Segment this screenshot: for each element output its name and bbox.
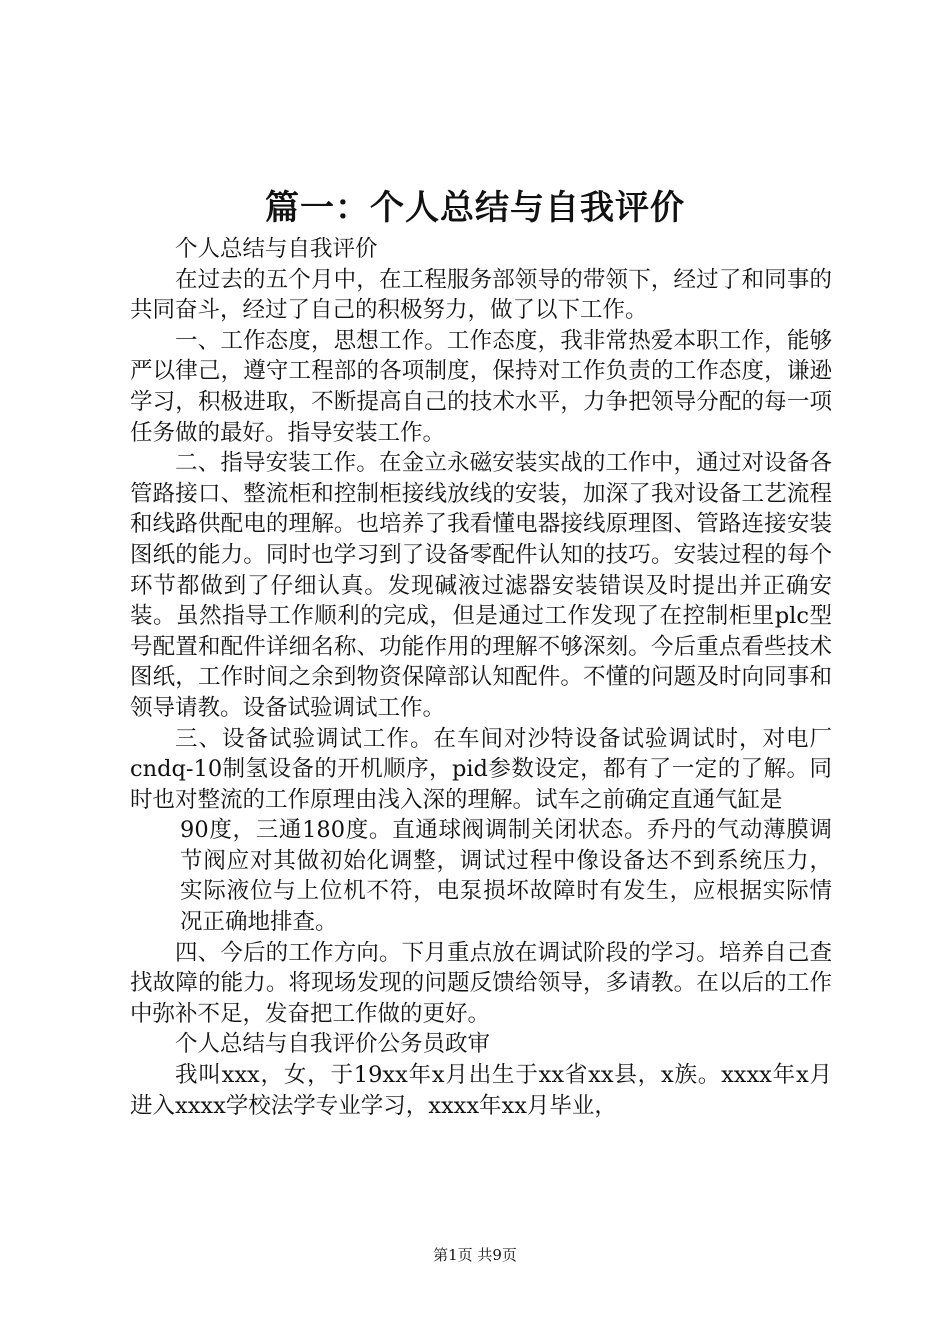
paragraph-subheading: 个人总结与自我评价公务员政审 (175, 1031, 491, 1058)
document-title: 篇一：个人总结与自我评价 (265, 188, 685, 228)
paragraph-intro: 在过去的五个月中，在工程服务部领导的带领下，经过了和同事的共同奋斗，经过了自己的积极努力，做了以下工作。 (130, 266, 832, 324)
document-body (130, 234, 832, 1121)
paragraph-section-2: 二、指导安装工作。在金立永磁安装实战的工作中，通过对设备各管路接口、整流柜和控制柜接线放线的安装，加深了我对设备工艺流程和线路供配电的理解。也培养了我看懂电器接线原理图、管路连接安装图纸的能力。同时也学习到了设备零配件认知的技巧。安装过程的每个环节都做到了仔细认真。发现碱液过滤器安装错误及时提出并正确安装。虽然指导工作顺利的完成，但是通过工作发现了在控制柜里plc型号配置和配件详细名称、功能作用的理解不够深刻。今后重点看些技术图纸，工作时间之余到物资保障部认知配件。不懂的问题及时向同事和领导请教。设备试验调试工作。 (130, 450, 832, 721)
paragraph-section-4: 四、今后的工作方向。下月重点放在调试阶段的学习。培养自己查找故障的能力。将现场发现的问题反馈给领导，多请教。在以后的工作中弥补不足，发奋把工作做的更好。 (130, 939, 832, 1027)
paragraph-subtitle: 个人总结与自我评价 (175, 236, 378, 262)
paragraph-section-1: 一、工作态度，思想工作。工作态度，我非常热爱本职工作，能够严以律己，遵守工程部的各项制度，保持对工作负责的工作态度，谦逊学习，积极进取，不断提高自己的技术水平，力争把领导分配的每一项任务做的最好。指导安装工作。 (130, 327, 832, 446)
paragraph-section-3: 三、设备试验调试工作。在车间对沙特设备试验调试时，对电厂cndq-10制氢设备的开机顺序，pid参数设定，都有了一定的了解。同时也对整流的工作原理由浅入深的理解。试车之前确定直通气缸是 (130, 725, 832, 813)
paragraph-personal-intro: 我叫xxx，女，于19xx年x月出生于xx省xx县，x族。xxxx年x月进入xxxx学校法学专业学习，xxxx年xx月毕业， (130, 1062, 832, 1119)
paragraph-section-3-continued: 90度，三通180度。直通球阀调制关闭状态。乔丹的气动薄膜调节阀应对其做初始化调整，调试过程中像设备达不到系统压力，实际液位与上位机不符，电泵损坏故障时有发生，应根据实际情况正确地排查。 (180, 817, 832, 936)
page-footer: 第1页 共9页 (433, 1246, 517, 1264)
